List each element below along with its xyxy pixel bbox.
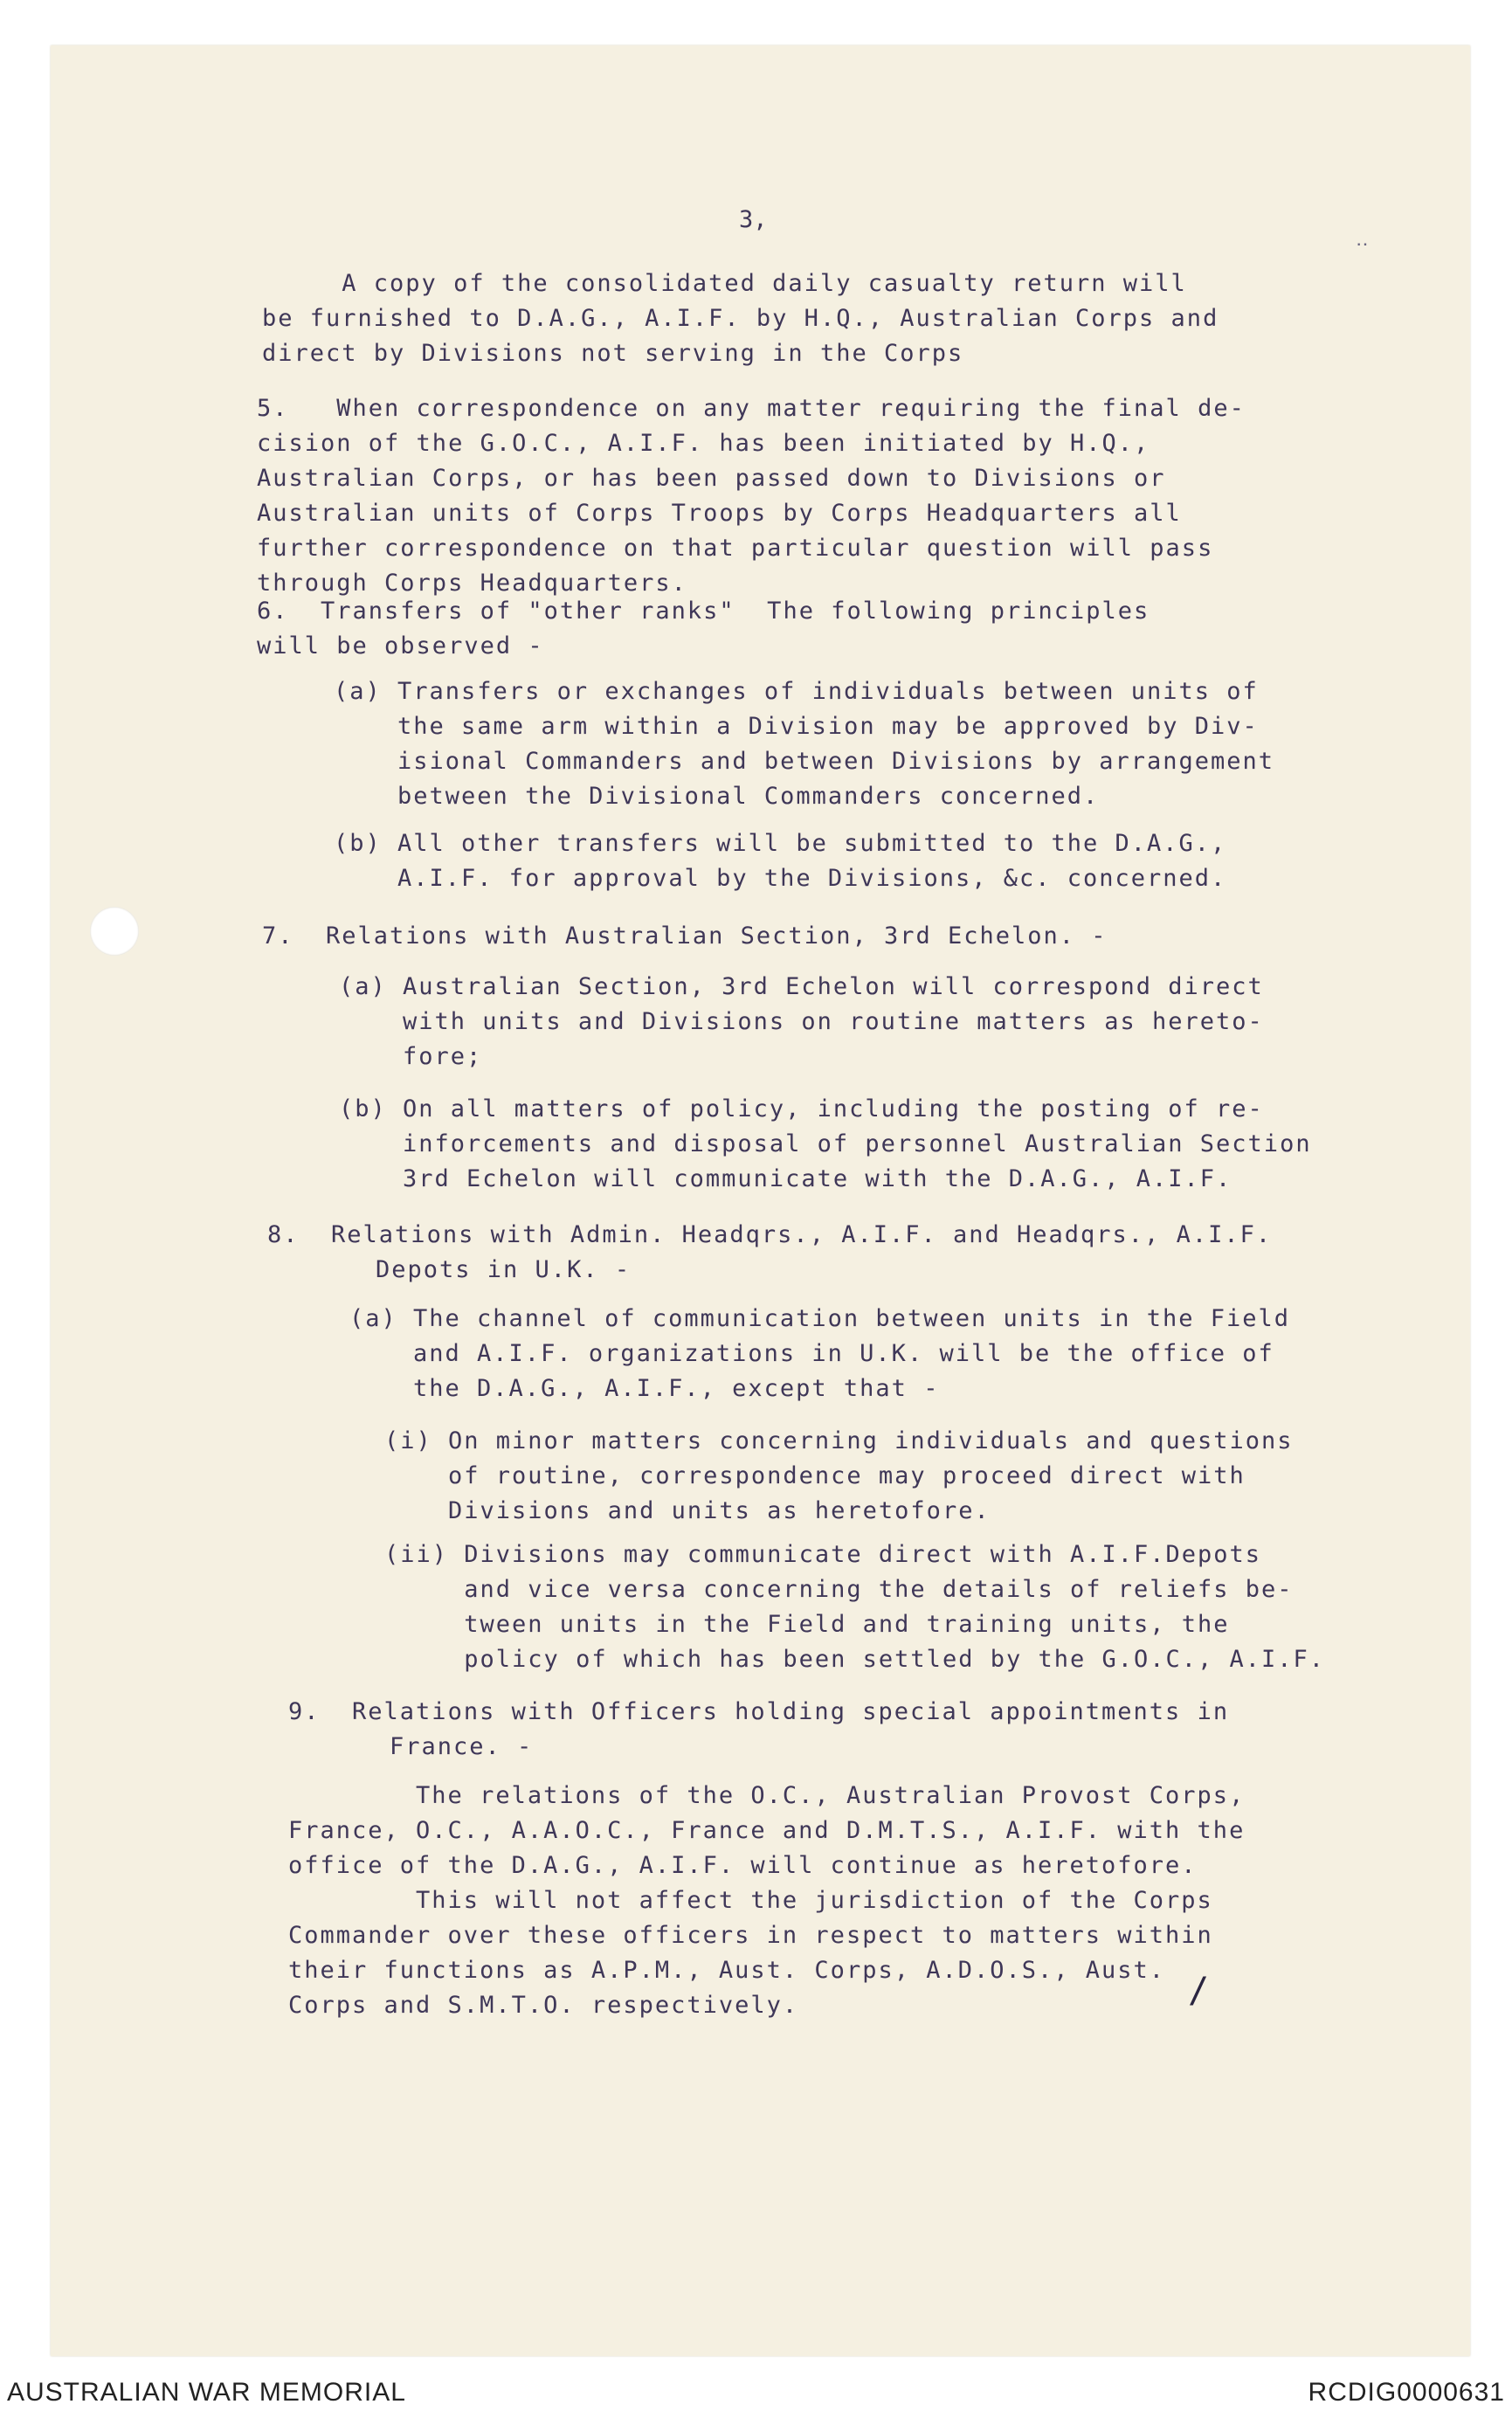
footer-record-id: RCDIG0000631 xyxy=(1308,2378,1505,2407)
end-mark: / xyxy=(1188,1971,1210,2011)
paragraph-8a: (a) The channel of communication between units in the Field and A.I.F. organizations in U.K. will be the office of the D.A.G., A.I.F., except that - xyxy=(349,1305,1291,1402)
paragraph-7-number: 7. xyxy=(262,922,294,950)
paragraph-8-number: 8. xyxy=(267,1221,300,1248)
paragraph-7-heading: Relations with Australian Section, 3rd Echelon. xyxy=(326,922,1076,950)
paragraph-8-heading-tail: - xyxy=(598,1256,632,1283)
paragraph-6-heading-line xyxy=(257,594,1150,629)
paragraph-casualty-return: A copy of the consolidated daily casualty return will be furnished to D.A.G., A.I.F. by H.Q., Australian Corps and direct by Divisions not serving in the Corps xyxy=(262,270,1219,367)
paragraph-9-heading-tail: - xyxy=(501,1733,534,1760)
corner-mark: ‥ xyxy=(1356,229,1369,251)
paragraph-7b: (b) On all matters of policy, including the posting of re- inforcements and disposal of personnel Australian Section 3rd Echelon will communicate with the D.A.G., A.I.F. xyxy=(339,1095,1312,1192)
paragraph-7a: (a) Australian Section, 3rd Echelon will correspond direct with units and Divisions on routine matters as hereto- fore; xyxy=(339,973,1264,1070)
paragraph-6a: (a) Transfers or exchanges of individuals between units of the same arm within a Division may be approved by Div- isional Commanders and between Divisions by arrangement between the Divisional Commanders concerned. xyxy=(334,678,1275,810)
paragraph-8-heading: Relations with Admin. Headqrs., A.I.F. and Headqrs., A.I.F. xyxy=(331,1221,1273,1248)
paragraph-6-number: 6. xyxy=(257,598,289,625)
paragraph-6-heading-tail: The following principles xyxy=(735,598,1150,625)
paragraph-9-number: 9. xyxy=(288,1698,321,1725)
paragraph-8a-i: (i) On minor matters concerning individuals and questions of routine, correspondence may proceed direct with Divisions and units as heretofore. xyxy=(384,1427,1294,1524)
paragraph-9-heading-line-2 xyxy=(390,1730,533,1765)
paragraph-9-heading-2: France. xyxy=(390,1733,501,1760)
paragraph-6b: (b) All other transfers will be submitted to the D.A.G., A.I.F. for approval by the Divisions, &c. concerned. xyxy=(334,830,1227,892)
paragraph-8a-ii: (ii) Divisions may communicate direct with A.I.F.Depots and vice versa concerning the details of reliefs be- tween units in the Field and training units, the policy of which has been settled by the G.O.C., A.I.F. xyxy=(384,1541,1326,1673)
paragraph-6-line-2: will be observed - xyxy=(257,632,544,660)
paragraph-9-heading: Relations with Officers holding special appointments in xyxy=(352,1698,1230,1725)
page-number: 3, xyxy=(739,206,768,233)
paragraph-8-heading-2: Depots in U.K. xyxy=(376,1256,599,1283)
paragraph-5: 5. When correspondence on any matter requiring the final de- cision of the G.O.C., A.I.F. has been initiated by H.Q., Australian Corps, or has been passed down to Divisions or Australian units of Corps Troops by Corps Headquarters all further correspondence on that particular question will pass through Corps Headquarters. xyxy=(257,395,1246,597)
paragraph-6-heading: Transfers of "other ranks" xyxy=(321,598,735,625)
footer-archive-name: AUSTRALIAN WAR MEMORIAL xyxy=(7,2378,406,2407)
paragraph-7-heading-tail: - xyxy=(1075,922,1108,950)
paragraph-8-heading-line-2 xyxy=(376,1253,631,1288)
paragraph-7-heading-line xyxy=(262,919,1108,954)
punch-hole xyxy=(90,907,139,956)
paragraph-9-body: The relations of the O.C., Australian Provost Corps, France, O.C., A.A.O.C., France and D.M.T.S., A.I.F. with the office of the D.A.G., A.I.F. will continue as heretofore. This will not affect the jurisdiction of the Corps Commander over these officers in respect to matters within their functions as A.P.M., Aust. Corps, A.D.O.S., Aust. Corps and S.M.T.O. respectively. xyxy=(288,1782,1246,2019)
paragraph-9-heading-line xyxy=(288,1695,1229,1730)
paragraph-8-heading-line xyxy=(267,1218,1272,1253)
